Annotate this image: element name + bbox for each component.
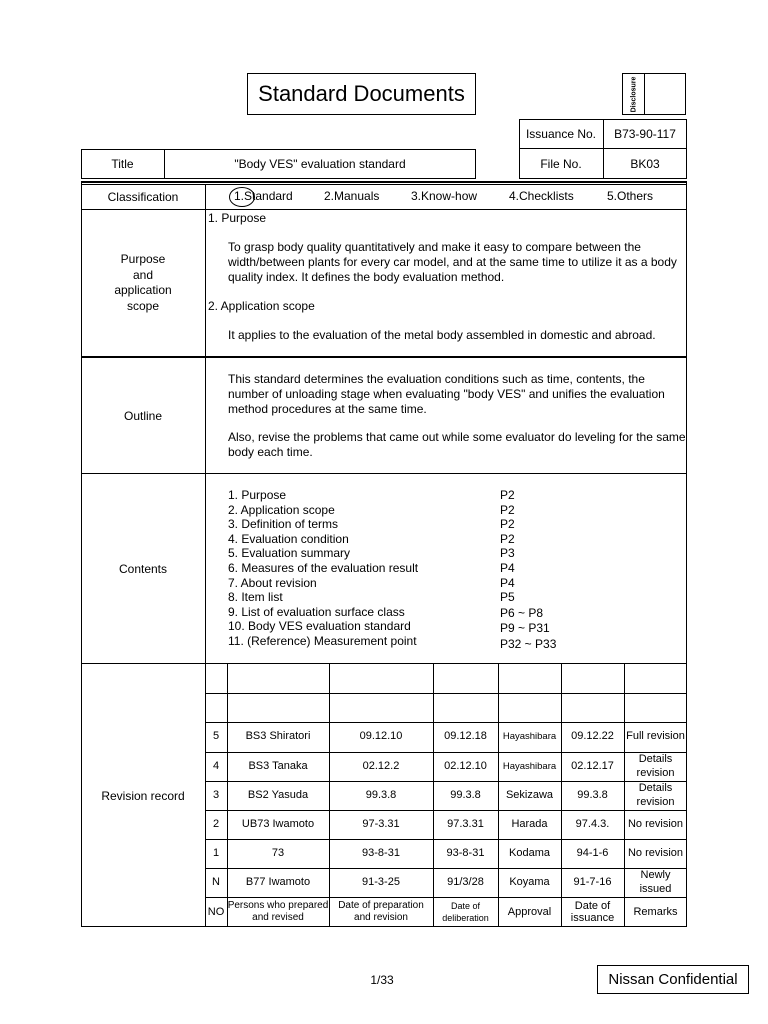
contents-item: 6. Measures of the evaluation result <box>228 560 419 575</box>
revision-cell-issue-date: 94-1-6 <box>576 846 609 859</box>
contents-item: 1. Purpose <box>228 488 287 502</box>
contents-item: 2. Application scope <box>228 502 335 517</box>
revision-cell-issue-date <box>561 693 624 722</box>
scope-heading: 2. Application scope <box>208 299 315 313</box>
contents-item: 7. About revision <box>228 575 317 590</box>
revision-cell-approval: Hayashibara <box>502 760 557 772</box>
contents-page: P2 <box>500 488 515 502</box>
classification-option-knowhow[interactable]: 3.Know-how <box>411 189 478 203</box>
revision-cell-person <box>227 664 329 693</box>
revision-header-person: Persons who prepared and revised <box>227 899 329 923</box>
revision-cell-delib-date: 93-8-31 <box>446 846 485 859</box>
contents-page: P5 <box>500 590 515 605</box>
revision-header-prep-date: Date of preparation and revision <box>338 899 424 923</box>
revision-cell-remarks: Newly issued <box>639 869 672 895</box>
revision-header-remarks: Remarks <box>633 905 678 918</box>
contents-page: P2 <box>500 502 515 517</box>
revision-label: Revision record <box>101 788 185 803</box>
contents-item: 8. Item list <box>228 590 283 605</box>
purpose-heading: 1. Purpose <box>208 211 267 225</box>
revision-cell-remarks: Full revision <box>626 730 685 743</box>
revision-header-approval: Approval <box>507 905 552 918</box>
revision-cell-issue-date: 99.3.8 <box>577 788 608 801</box>
contents-titles <box>228 488 498 649</box>
revision-cell-no: 3 <box>212 788 220 801</box>
revision-cell-prep-date <box>329 693 433 722</box>
classification-option-standard[interactable]: 1.Standard <box>234 189 293 203</box>
revision-header-issue-date: Date of issuance <box>570 899 615 924</box>
revision-cell-approval <box>498 693 561 722</box>
revision-cell-delib-date <box>433 664 498 693</box>
revision-cell-person: B77 Iwamoto <box>245 875 311 888</box>
classification-label: Classification <box>107 189 179 204</box>
revision-cell-prep-date: 09.12.10 <box>359 730 403 743</box>
revision-cell-delib-date: 97.3.31 <box>447 817 484 830</box>
revision-table <box>205 664 687 927</box>
classification-option-checklists[interactable]: 4.Checklists <box>509 189 574 203</box>
revision-cell-approval: Koyama <box>509 875 550 888</box>
revision-cell-person: BS2 Yasuda <box>247 788 309 801</box>
contents-item: 9. List of evaluation surface class <box>228 604 405 619</box>
outline-label: Outline <box>123 408 163 423</box>
revision-cell-remarks: Details revision <box>636 782 675 808</box>
outline-para-2: Also, revise the problems that came out while some evaluator do leveling for the same body each time. <box>228 430 686 459</box>
contents-item: 11. (Reference) Measurement point <box>228 633 417 648</box>
revision-cell-prep-date <box>329 664 433 693</box>
revision-header-delib-date: Date of deliberation <box>442 900 489 923</box>
revision-cell-remarks: Details revision <box>636 753 675 779</box>
revision-cell-no: 4 <box>212 759 220 772</box>
contents-page: P4 <box>500 575 515 590</box>
revision-cell-person <box>227 693 329 722</box>
revision-cell-prep-date: 99.3.8 <box>365 788 397 801</box>
disclosure-label-cell <box>623 74 645 114</box>
classification-option-others[interactable]: 5.Others <box>607 189 654 203</box>
revision-cell-issue-date: 02.12.17 <box>571 759 614 772</box>
purpose-text: To grasp body quality quantitatively and make it easy to compare between the width/between plants for every car model, and at the same time to utilize it as a body quality index. It defines the body evaluation method. <box>228 240 677 284</box>
contents-page: P3 <box>500 546 515 561</box>
classification-option-manuals[interactable]: 2.Manuals <box>324 189 380 203</box>
revision-cell-issue-date: 97.4.3. <box>575 817 610 830</box>
revision-cell-delib-date: 91/3/28 <box>447 875 484 888</box>
revision-cell-no: 5 <box>212 730 220 743</box>
scope-text-clip <box>228 328 668 356</box>
file-label: File No. <box>540 156 582 171</box>
revision-cell-remarks: No revision <box>627 817 684 830</box>
revision-cell-prep-date: 02.12.2 <box>362 759 400 772</box>
revision-header-no: NO <box>207 905 225 918</box>
title-value: "Body VES" evaluation standard <box>234 157 406 171</box>
contents-item: 3. Definition of terms <box>228 517 339 532</box>
contents-page: P4 <box>500 560 515 575</box>
revision-cell-delib-date: 02.12.10 <box>444 759 487 772</box>
revision-cell-person: BS3 Tanaka <box>248 759 308 772</box>
contents-pages <box>500 488 600 652</box>
contents-item: 5. Evaluation summary <box>228 546 351 561</box>
issuance-label: Issuance No. <box>525 126 597 141</box>
revision-cell-person: BS3 Shiratori <box>245 730 311 743</box>
outline-para-1: This standard determines the evaluation conditions such as time, contents, the number of unloading stage when evaluating "body VES" and unifies the evaluation method procedures at the same time. <box>228 372 665 416</box>
revision-cell-remarks <box>624 693 687 722</box>
contents-page: P9 ~ P31 <box>500 621 550 636</box>
revision-cell-delib-date: 99.3.8 <box>450 788 481 801</box>
revision-cell-issue-date: 09.12.22 <box>571 730 614 743</box>
disclosure-label: Disclosure <box>630 76 638 112</box>
revision-cell-no: 2 <box>212 817 220 830</box>
revision-cell-issue-date <box>561 664 624 693</box>
revision-cell-prep-date: 91-3-25 <box>362 875 400 888</box>
page-number: 1/33 <box>370 973 394 987</box>
revision-cell-no: N <box>212 875 220 888</box>
revision-cell-prep-date: 93-8-31 <box>362 846 400 859</box>
revision-cell-person: 73 <box>271 846 285 859</box>
revision-cell-no <box>205 664 227 693</box>
purpose-label: Purpose and application scope <box>114 252 172 313</box>
document-title: Standard Documents <box>247 73 476 115</box>
revision-cell-prep-date: 97-3.31 <box>362 817 400 830</box>
revision-cell-approval: Sekizawa <box>505 788 554 801</box>
contents-page: P6 ~ P8 <box>500 605 544 620</box>
contents-item: 10. Body VES evaluation standard <box>228 619 411 634</box>
revision-cell-delib-date <box>433 693 498 722</box>
contents-label: Contents <box>118 561 168 576</box>
revision-cell-approval: Hayashibara <box>502 731 557 743</box>
revision-cell-no: 1 <box>212 846 220 859</box>
file-value: BK03 <box>630 156 660 171</box>
revision-cell-approval: Kodama <box>509 846 550 859</box>
title-label: Title <box>111 157 134 171</box>
issuance-value: B73-90-117 <box>614 126 676 141</box>
revision-cell-remarks: No revision <box>627 846 684 859</box>
scope-text: It applies to the evaluation of the metal body assembled in domestic and abroad. <box>228 328 656 342</box>
contents-item: 4. Evaluation condition <box>228 531 349 546</box>
revision-cell-issue-date: 91-7-16 <box>573 875 612 888</box>
revision-cell-delib-date: 09.12.18 <box>444 730 487 743</box>
revision-cell-remarks <box>624 664 687 693</box>
revision-cell-no <box>205 693 227 722</box>
contents-page: P2 <box>500 531 515 546</box>
revision-cell-approval <box>498 664 561 693</box>
contents-page: P2 <box>500 517 515 532</box>
selected-circle-icon <box>229 187 255 207</box>
contents-page: P32 ~ P33 <box>500 636 557 651</box>
revision-cell-approval: Harada <box>511 817 548 830</box>
revision-cell-person: UB73 Iwamoto <box>241 817 315 830</box>
confidential-label: Nissan Confidential <box>597 965 749 994</box>
